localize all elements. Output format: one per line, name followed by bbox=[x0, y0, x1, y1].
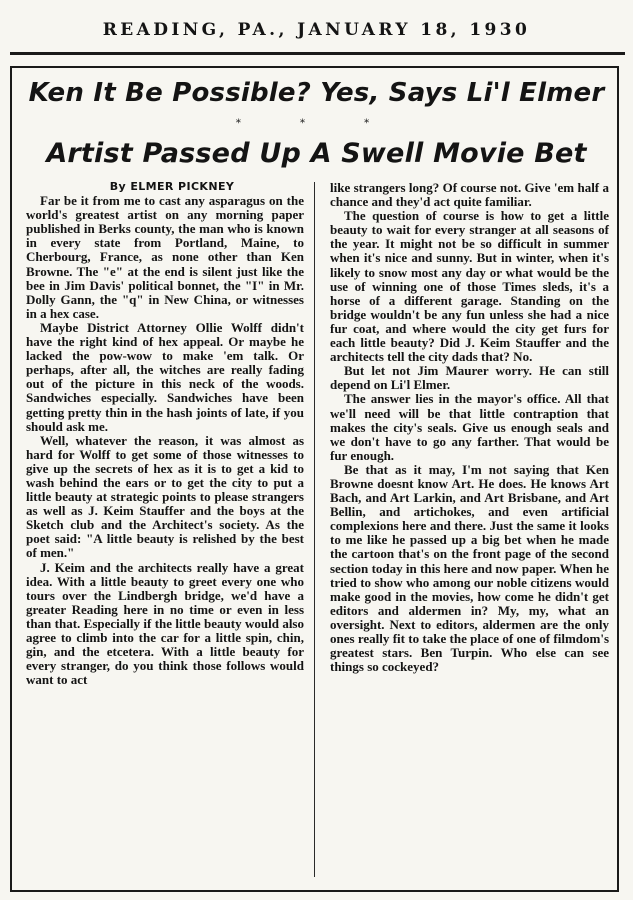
headline-secondary: Artist Passed Up A Swell Movie Bet bbox=[46, 138, 587, 169]
paragraph: But let not Jim Maurer worry. He can still depend on Li'l Elmer. bbox=[330, 363, 609, 393]
paragraph: like strangers long? Of course not. Give 'em half a chance and they'd act quite familiar. bbox=[330, 180, 609, 210]
headline-primary: Ken It Be Possible? Yes, Says Li'l Elmer bbox=[28, 78, 605, 108]
paragraph: The answer lies in the mayor's office. All that we'll need will be that little contraption that makes the city's seals. Give us enough seals and we don't have to go any farther. That would be fur enough. bbox=[330, 391, 609, 463]
paragraph: Far be it from me to cast any asparagus on the world's greatest artist on any morning paper published in Berks county, the man who is known in every state from Portland, Maine, to Cherbourg, France, as none other than Ken Browne. The "e" at the end is silent just like the bee in Jim Davis' political bonnet, the "I" in Mr. Dolly Gann, the "q" in New China, or witnesses in a hex case. bbox=[26, 193, 304, 321]
byline: By ELMER PICKNEY bbox=[109, 180, 235, 193]
paragraph: Maybe District Attorney Ollie Wolff didn't have the right kind of hex appeal. Or maybe he lacked the pow-wow to make 'em talk. Or perhaps, after all, the witches are really fading out of the picture in this neck of the woods. Sandwiches especially. Sandwiches have been getting pretty thin in the hash joints of late, if you should ask me. bbox=[26, 319, 304, 434]
paragraph: Be that as it may, I'm not saying that Ken Browne doesnt know Art. He does. He knows Art Bach, and Art Larkin, and Art Brisbane, and Art Bellin, and artichokes, and even artificial complexions here and there. Just the same it looks to me like he passed up a big bet when he made the cartoon that's on the front page of the second section today in this here and now paper. When he tried to show who among our noble citizens would make good in the movies, how come he didn't get editors and aldermen in? My, my, what an oversight. Next to editors, aldermen are the only ones really fit to take the place of one of filmdom's greatest stars. Ben Turpin. Who else can see things so cockeyed? bbox=[330, 461, 609, 675]
paragraph: Well, whatever the reason, it was almost as hard for Wolff to get some of those witnesses to give up the secrets of hex as it is to get a kid to wash behind the ears or to get the city to put a little beauty at strategic points to please strangers as well as J. Keim Stauffer and the boys at the Sketch club and the Architect's society. As the poet said: "A little beauty is relished by the best of men." bbox=[26, 432, 304, 561]
article-column-right bbox=[330, 181, 609, 674]
dateline: READING, PA., JANUARY 18, 1930 bbox=[102, 20, 531, 40]
paragraph: J. Keim and the architects really have a great idea. With a little beauty to greet every one who tours over the Lindbergh bridge, we'd have a greater Reading here in no time or even in less than that. Especially if the little beauty would also agree to climb into the car for a little spin, chin, gin, and the etcetera. With a little beauty for every stranger, do you think those follows would want to act bbox=[26, 559, 304, 688]
paragraph: The question of course is how to get a little beauty to wait for every stranger at all seasons of the year. It might not be so difficult in summer when it's nice and sunny. But in winter, when it's likely to snow most any day or what would be the use of winning one of those Times sleds, it's a horse of a different garage. Standing on the bridge wouldn't be any fun unless she had a nice fur coat, and where would the city get furs for each little beauty? Did J. Keim Stauffer and the architects tell the city dads that? No. bbox=[330, 208, 609, 365]
masthead-rule bbox=[10, 52, 625, 55]
headline-separator: * * * bbox=[235, 118, 398, 129]
column-divider bbox=[314, 182, 315, 877]
article-column-left bbox=[26, 180, 304, 687]
